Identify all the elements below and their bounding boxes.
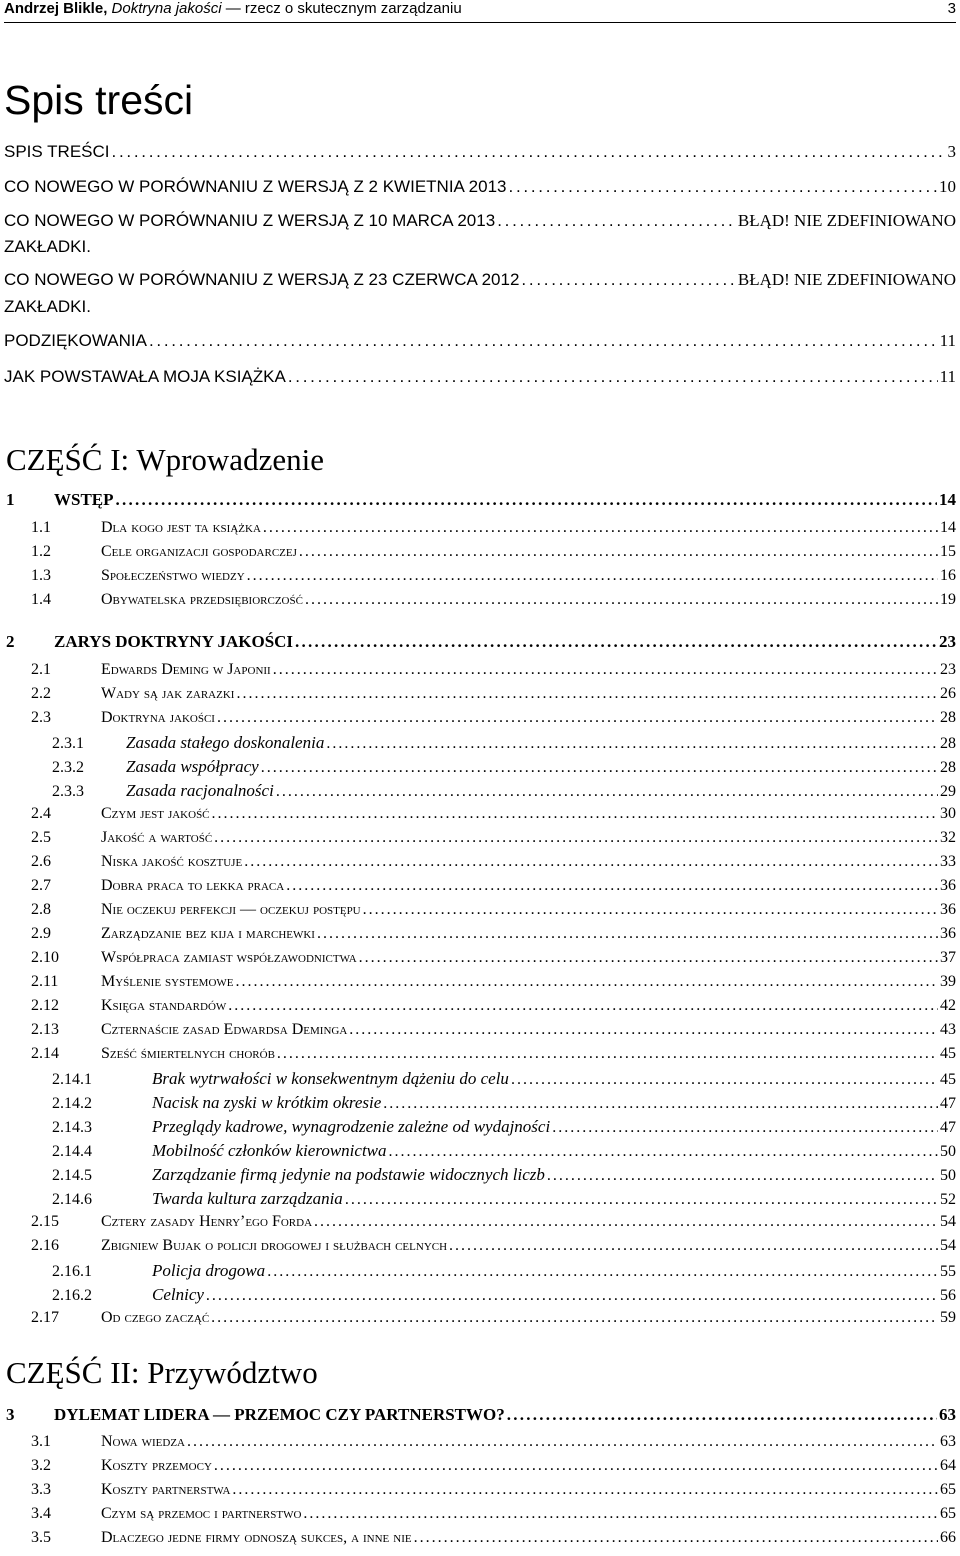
dot-leader	[263, 519, 938, 537]
toc-subsection[interactable]	[52, 1261, 956, 1281]
toc-section[interactable]	[31, 829, 956, 847]
toc-section[interactable]	[31, 1505, 956, 1523]
section-label: Doktryna jakości	[101, 709, 215, 726]
toc-entry-page: BŁĄD! NIE ZDEFINIOWANO	[737, 211, 956, 230]
section-number: 2.9	[31, 925, 51, 942]
toc-entry[interactable]	[4, 142, 956, 162]
section-number: 3.2	[31, 1457, 51, 1474]
section-page: 15	[940, 543, 956, 560]
toc-section[interactable]	[31, 519, 956, 537]
chapter-number: 2	[6, 632, 15, 651]
dot-leader	[236, 973, 939, 991]
section-page: 19	[940, 591, 956, 608]
section-number: 2.12	[31, 997, 59, 1014]
toc-subsection[interactable]	[52, 1117, 956, 1137]
section-number: 2.14.2	[52, 1095, 92, 1112]
dot-leader	[345, 1191, 938, 1209]
section-label: Zasada racjonalności	[126, 781, 274, 800]
toc-entry-label: SPIS TREŚCI	[4, 142, 110, 161]
section-label: Dla kogo jest ta książka	[101, 519, 261, 536]
page-title: Spis treści	[4, 77, 194, 123]
toc-entry[interactable]	[4, 177, 956, 197]
dot-leader	[295, 632, 937, 652]
dot-leader	[521, 270, 735, 290]
toc-section[interactable]	[31, 1433, 956, 1451]
section-label: Sześć śmiertelnych chorób	[101, 1045, 275, 1062]
section-number: 3.5	[31, 1529, 51, 1546]
section-page: 47	[940, 1095, 956, 1112]
chapter-label: ZARYS DOKTRYNY JAKOŚCI	[54, 632, 294, 651]
section-page: 30	[940, 805, 956, 822]
header-left	[4, 0, 462, 17]
section-number: 2.11	[31, 973, 59, 990]
dot-leader	[211, 1309, 938, 1327]
section-label: Edwards Deming w Japonii	[101, 661, 271, 678]
toc-entry-page: 10	[939, 177, 956, 196]
section-page: 42	[940, 997, 956, 1014]
toc-entry-label: CO NOWEGO W PORÓWNANIU Z WERSJĄ Z 10 MARCA 2013	[4, 211, 496, 230]
section-page: 55	[940, 1263, 956, 1280]
section-page: 16	[940, 567, 956, 584]
section-label: Społeczeństwo wiedzy	[101, 567, 245, 584]
toc-section[interactable]	[31, 1237, 956, 1255]
section-page: 56	[940, 1287, 956, 1304]
section-number: 2.14.5	[52, 1167, 92, 1184]
section-number: 2.3.3	[52, 783, 84, 800]
section-label: Współpraca zamiast współzawodnictwa	[101, 949, 357, 966]
chapter-page: 23	[939, 632, 956, 651]
section-number: 2.6	[31, 853, 51, 870]
dot-leader	[414, 1529, 938, 1547]
dot-leader	[212, 805, 938, 823]
section-label: Cztery zasady Henry’ego Forda	[101, 1213, 313, 1230]
toc-section[interactable]	[31, 591, 956, 609]
toc-section[interactable]	[31, 543, 956, 561]
section-page: 26	[940, 685, 956, 702]
toc-chapter[interactable]	[6, 1405, 956, 1425]
toc-section[interactable]	[31, 685, 956, 703]
section-page: 63	[940, 1433, 956, 1450]
section-number: 2.2	[31, 685, 51, 702]
dot-leader	[314, 1213, 938, 1231]
section-page: 43	[940, 1021, 956, 1038]
dot-leader	[326, 735, 938, 753]
section-page: 66	[940, 1529, 956, 1546]
toc-subsection[interactable]	[52, 1069, 956, 1089]
dot-leader	[232, 1481, 938, 1499]
header-subtitle: — rzecz o skutecznym zarządzaniu	[221, 0, 462, 17]
dot-leader	[552, 1119, 938, 1137]
toc-section[interactable]	[31, 1213, 956, 1231]
dot-leader	[228, 997, 938, 1015]
section-number: 2.3.1	[52, 735, 84, 752]
section-label: Cele organizacji gospodarczej	[101, 543, 297, 560]
section-label: Przeglądy kadrowe, wynagrodzenie zależne od wydajności	[152, 1117, 551, 1136]
toc-entry[interactable]	[4, 270, 956, 290]
section-label: Dobra praca to lekka praca	[101, 877, 285, 894]
toc-section[interactable]	[31, 1481, 956, 1499]
toc-subsection[interactable]	[52, 1093, 956, 1113]
section-page: 36	[940, 925, 956, 942]
section-label: Od czego zacząć	[101, 1309, 210, 1326]
chapter-label: WSTĘP	[54, 490, 114, 509]
dot-leader	[276, 783, 938, 801]
section-number: 2.1	[31, 661, 51, 678]
toc-subsection[interactable]	[52, 1165, 956, 1185]
dot-leader	[214, 829, 938, 847]
section-number: 2.16.1	[52, 1263, 92, 1280]
toc-chapter[interactable]	[6, 490, 956, 510]
dot-leader	[217, 709, 938, 727]
chapter-number: 3	[6, 1405, 15, 1424]
section-label: Czym są przemoc i partnerstwo	[101, 1505, 302, 1522]
section-number: 1.2	[31, 543, 51, 560]
toc-subsection[interactable]	[52, 1141, 956, 1161]
dot-leader	[149, 331, 938, 351]
section-page: 36	[940, 877, 956, 894]
toc-section[interactable]	[31, 901, 956, 919]
section-label: Celnicy	[152, 1285, 204, 1304]
toc-section[interactable]	[31, 1309, 956, 1327]
section-label: Koszty partnerstwa	[101, 1481, 231, 1498]
toc-section[interactable]	[31, 997, 956, 1015]
section-number: 2.3.2	[52, 759, 84, 776]
section-label: Zbigniew Bujak o policji drogowej i służbach celnych	[101, 1237, 448, 1254]
chapter-number: 1	[6, 490, 15, 509]
section-page: 37	[940, 949, 956, 966]
section-number: 2.17	[31, 1309, 59, 1326]
toc-entry[interactable]	[4, 367, 956, 387]
section-label: Zasada współpracy	[126, 757, 259, 776]
toc-entry-label: JAK POWSTAWAŁA MOJA KSIĄŻKA	[4, 367, 286, 386]
section-page: 65	[940, 1505, 956, 1522]
section-label: Nowa wiedza	[101, 1433, 185, 1450]
toc-section[interactable]	[31, 1529, 956, 1547]
section-label: Czternaście zasad Edwardsa Deminga	[101, 1021, 348, 1038]
toc-subsection[interactable]	[52, 1189, 956, 1209]
toc-entry-page: 3	[947, 142, 956, 161]
toc-section[interactable]	[31, 877, 956, 895]
toc-subsection[interactable]	[52, 757, 956, 777]
section-number: 2.14	[31, 1045, 59, 1062]
section-number: 2.16.2	[52, 1287, 92, 1304]
dot-leader	[303, 1505, 938, 1523]
section-page: 28	[940, 709, 956, 726]
section-label: Twarda kultura zarządzania	[152, 1189, 343, 1208]
toc-section[interactable]	[31, 567, 956, 585]
toc-section[interactable]	[31, 1045, 956, 1063]
section-label: Koszty przemocy	[101, 1457, 212, 1474]
toc-chapter[interactable]	[6, 632, 956, 652]
section-number: 1.4	[31, 591, 51, 608]
section-label: Myślenie systemowe	[101, 973, 234, 990]
dot-leader	[244, 853, 938, 871]
section-page: 54	[940, 1237, 956, 1254]
toc-section[interactable]	[31, 973, 956, 991]
section-number: 2.10	[31, 949, 59, 966]
section-label: Dlaczego jedne firmy odnoszą sukces, a inne nie	[101, 1529, 412, 1546]
dot-leader	[299, 543, 938, 561]
section-page: 28	[940, 735, 956, 752]
section-number: 1.3	[31, 567, 51, 584]
section-label: Nacisk na zyski w krótkim okresie	[152, 1093, 382, 1112]
dot-leader	[288, 367, 938, 387]
dot-leader	[214, 1457, 938, 1475]
toc-entry-page: 11	[939, 331, 956, 350]
section-label: Księga standardów	[101, 997, 227, 1014]
part-heading: CZĘŚĆ II: Przywództwo	[6, 1355, 318, 1390]
toc-entry-continuation: ZAKŁADKI.	[4, 237, 91, 256]
section-label: Mobilność członków kierownictwa	[152, 1141, 387, 1160]
dot-leader	[261, 759, 938, 777]
section-page: 64	[940, 1457, 956, 1474]
dot-leader	[267, 1263, 938, 1281]
section-number: 2.3	[31, 709, 51, 726]
dot-leader	[507, 1405, 937, 1425]
dot-leader	[497, 211, 736, 231]
toc-section[interactable]	[31, 709, 956, 727]
section-page: 14	[940, 519, 956, 536]
toc-entry-page: BŁĄD! NIE ZDEFINIOWANO	[737, 270, 956, 289]
section-label: Jakość a wartość	[101, 829, 213, 846]
section-label: Czym jest jakość	[101, 805, 210, 822]
section-page: 50	[940, 1167, 956, 1184]
section-page: 23	[940, 661, 956, 678]
header-author: Andrzej Blikle,	[4, 0, 108, 17]
section-label: Zasada stałego doskonalenia	[126, 733, 325, 752]
toc-entry-page: 11	[939, 367, 956, 386]
toc-entry-label: CO NOWEGO W PORÓWNANIU Z WERSJĄ Z 2 KWIETNIA 2013	[4, 177, 507, 196]
section-page: 28	[940, 759, 956, 776]
toc-subsection[interactable]	[52, 1285, 956, 1305]
section-page: 50	[940, 1143, 956, 1160]
section-number: 2.4	[31, 805, 51, 822]
part-heading: CZĘŚĆ I: Wprowadzenie	[6, 442, 324, 477]
toc-section[interactable]	[31, 949, 956, 967]
toc-section[interactable]	[31, 1457, 956, 1475]
dot-leader	[187, 1433, 938, 1451]
dot-leader	[511, 1071, 938, 1089]
section-page: 54	[940, 1213, 956, 1230]
section-label: Obywatelska przedsiębiorczość	[101, 591, 303, 608]
toc-entry-label: PODZIĘKOWANIA	[4, 331, 147, 350]
section-number: 2.8	[31, 901, 51, 918]
dot-leader	[236, 685, 938, 703]
chapter-page: 14	[939, 490, 956, 509]
dot-leader	[547, 1167, 938, 1185]
toc-subsection[interactable]	[52, 781, 956, 801]
dot-leader	[273, 661, 938, 679]
dot-leader	[359, 949, 938, 967]
section-number: 2.14.6	[52, 1191, 92, 1208]
section-label: Nie oczekuj perfekcji — oczekuj postępu	[101, 901, 361, 918]
section-page: 47	[940, 1119, 956, 1136]
section-label: Niska jakość kosztuje	[101, 853, 243, 870]
section-number: 3.4	[31, 1505, 51, 1522]
dot-leader	[449, 1237, 938, 1255]
header-book-title: Doktryna jakości	[111, 0, 222, 17]
section-number: 2.15	[31, 1213, 59, 1230]
toc-entry-label: CO NOWEGO W PORÓWNANIU Z WERSJĄ Z 23 CZERWCA 2012	[4, 270, 520, 289]
section-page: 33	[940, 853, 956, 870]
dot-leader	[286, 877, 938, 895]
section-page: 29	[940, 783, 956, 800]
section-page: 65	[940, 1481, 956, 1498]
section-number: 2.7	[31, 877, 51, 894]
section-page: 32	[940, 829, 956, 846]
toc-section[interactable]	[31, 853, 956, 871]
toc-entry[interactable]	[4, 331, 956, 351]
dot-leader	[317, 925, 938, 943]
dot-leader	[277, 1045, 938, 1063]
toc-entry-continuation: ZAKŁADKI.	[4, 297, 91, 316]
section-number: 3.3	[31, 1481, 51, 1498]
section-page: 52	[940, 1191, 956, 1208]
section-label: Policja drogowa	[152, 1261, 266, 1280]
toc-section[interactable]	[31, 925, 956, 943]
section-number: 2.16	[31, 1237, 59, 1254]
dot-leader	[389, 1143, 938, 1161]
section-page: 36	[940, 901, 956, 918]
section-number: 2.14.4	[52, 1143, 92, 1160]
section-number: 2.14.3	[52, 1119, 92, 1136]
toc-subsection[interactable]	[52, 733, 956, 753]
section-page: 59	[940, 1309, 956, 1326]
section-number: 2.5	[31, 829, 51, 846]
dot-leader	[116, 490, 937, 510]
toc-entry[interactable]	[4, 211, 956, 231]
dot-leader	[509, 177, 938, 197]
header-page-number: 3	[947, 0, 956, 17]
dot-leader	[349, 1021, 938, 1039]
dot-leader	[383, 1095, 938, 1113]
dot-leader	[206, 1287, 938, 1305]
chapter-label: DYLEMAT LIDERA — PRZEMOC CZY PARTNERSTWO?	[54, 1405, 505, 1424]
section-number: 2.14.1	[52, 1071, 92, 1088]
section-label: Zarządzanie firmą jedynie na podstawie widocznych liczb	[152, 1165, 545, 1184]
section-page: 39	[940, 973, 956, 990]
section-label: Zarządzanie bez kija i marchewki	[101, 925, 315, 942]
dot-leader	[305, 591, 938, 609]
dot-leader	[112, 142, 946, 162]
toc-section[interactable]	[31, 1021, 956, 1039]
toc-section[interactable]	[31, 805, 956, 823]
dot-leader	[247, 567, 938, 585]
section-number: 1.1	[31, 519, 51, 536]
dot-leader	[363, 901, 938, 919]
chapter-page: 63	[939, 1405, 956, 1424]
section-number: 3.1	[31, 1433, 51, 1450]
section-number: 2.13	[31, 1021, 59, 1038]
toc-section[interactable]	[31, 661, 956, 679]
running-header	[4, 0, 956, 23]
section-label: Wady są jak zarazki	[101, 685, 235, 702]
section-page: 45	[940, 1045, 956, 1062]
section-page: 45	[940, 1071, 956, 1088]
section-label: Brak wytrwałości w konsekwentnym dążeniu do celu	[152, 1069, 509, 1088]
